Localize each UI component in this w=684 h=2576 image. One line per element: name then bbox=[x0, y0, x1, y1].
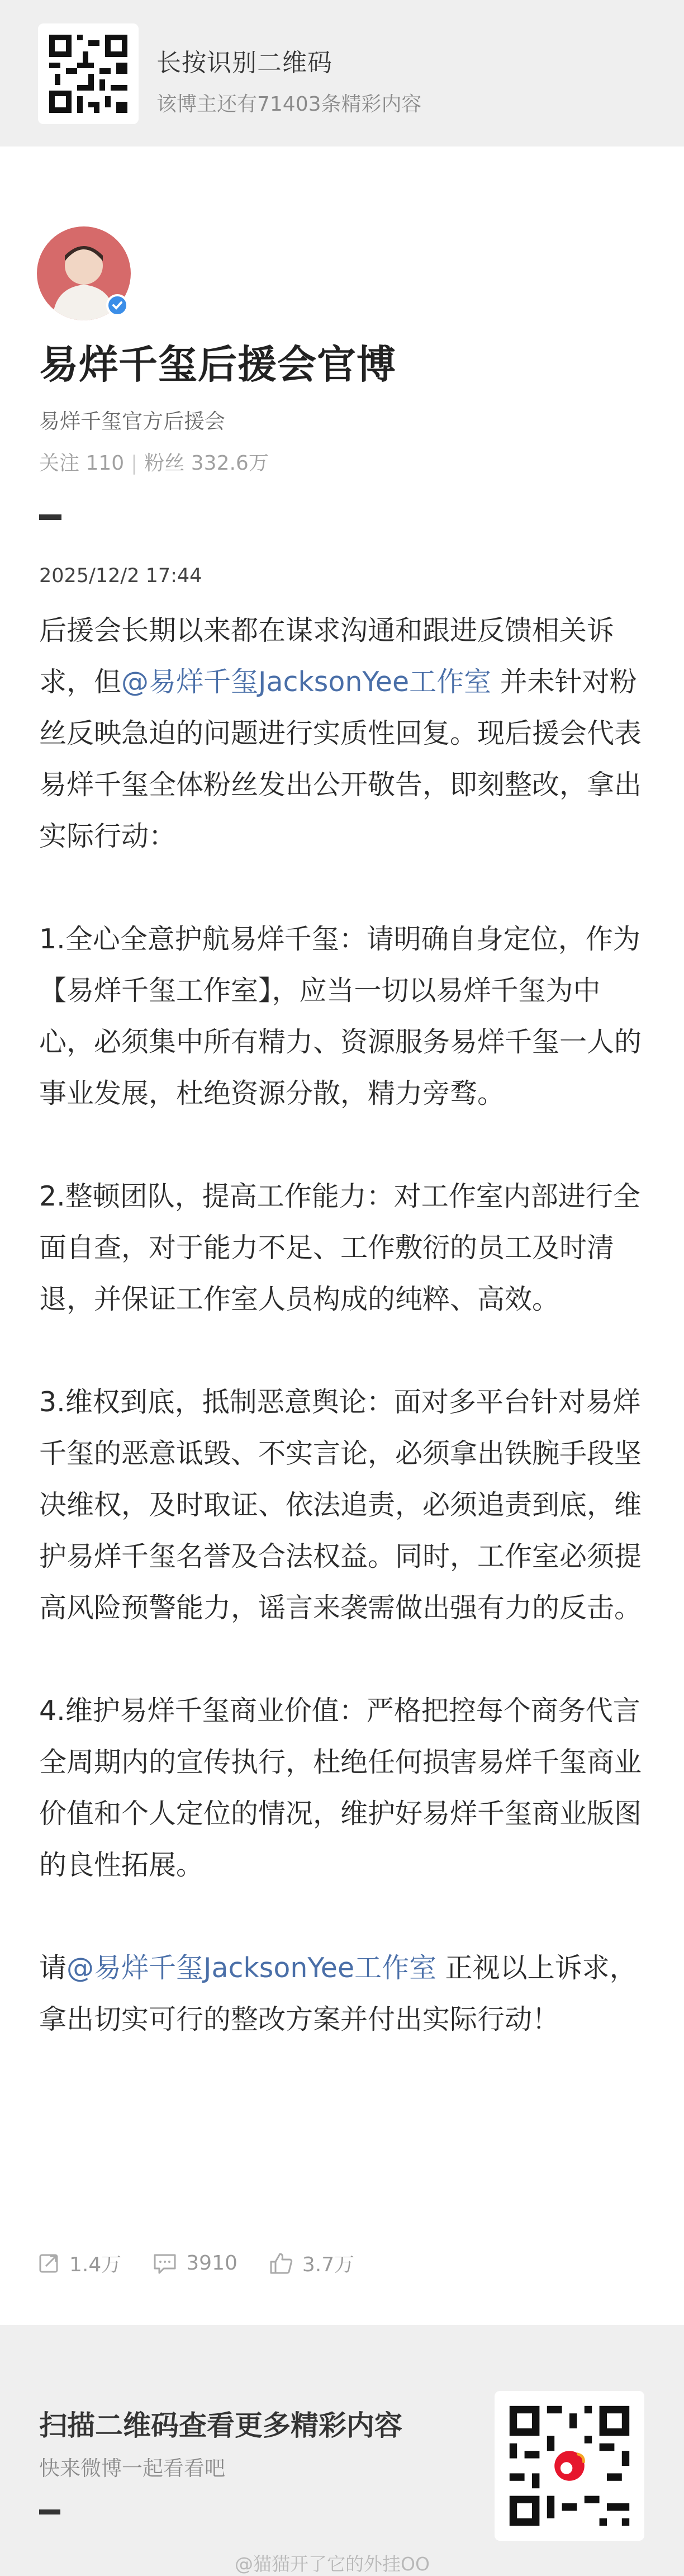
post-paragraph-1: 1.全心全意护航易烊千玺：请明确自身定位，作为【易烊千玺工作室】，应当一切以易烊千玺为中心，必须集中所有精力、资源服务易烊千玺一人的事业发展，杜绝资源分散，精力旁骛。 bbox=[39, 923, 642, 1109]
post-text: 请 bbox=[39, 1952, 67, 1984]
like-count: 3.7万 bbox=[302, 2253, 355, 2276]
mention-link[interactable]: @易烊千玺JacksonYee工作室 bbox=[66, 1952, 437, 1984]
post-paragraph-closing bbox=[39, 1942, 648, 2045]
watermark-credit: @猫猫开了它的外挂OO bbox=[235, 2553, 430, 2575]
stats-separator: | bbox=[131, 452, 138, 475]
post-text: 并未针对粉丝反映急迫的问题进行实质性回复。现后援会代表易烊千玺全体粉丝发出公开敬告，即刻整改，拿出实际行动： bbox=[39, 666, 642, 852]
divider-mark bbox=[39, 2509, 60, 2514]
qr-code-icon[interactable] bbox=[38, 23, 139, 124]
like-button[interactable] bbox=[268, 2249, 354, 2277]
bottom-qr-banner bbox=[0, 2325, 684, 2576]
following-count[interactable]: 关注 110 bbox=[39, 452, 125, 475]
account-name[interactable]: 易烊千玺后援会官博 bbox=[39, 342, 396, 387]
qr-code-icon[interactable] bbox=[495, 2391, 644, 2541]
comment-icon bbox=[151, 2251, 178, 2275]
post-paragraph-2: 2.整顿团队，提高工作能力：对工作室内部进行全面自查，对于能力不足、工作敷衍的员工及时清退，并保证工作室人员构成的纯粹、高效。 bbox=[39, 1180, 640, 1315]
account-description: 易烊千玺官方后援会 bbox=[39, 409, 225, 433]
post-paragraph-4: 4.维护易烊千玺商业价值：严格把控每个商务代言全周期内的宣传执行，杜绝任何损害易烊千玺商业价值和个人定位的情况，维护好易烊千玺商业版图的良性拓展。 bbox=[39, 1695, 642, 1881]
verified-badge-icon bbox=[106, 294, 129, 316]
divider-mark bbox=[39, 514, 61, 520]
top-banner-subtitle: 该博主还有71403条精彩内容 bbox=[156, 93, 422, 116]
thumbs-up-icon bbox=[268, 2251, 294, 2275]
repost-icon bbox=[37, 2251, 61, 2275]
bottom-banner-subtitle: 快来微博一起看看吧 bbox=[39, 2456, 225, 2480]
post-text: 后援会长期以来都在谋求沟通和跟进反馈相关诉求，但 bbox=[39, 615, 615, 698]
repost-button[interactable] bbox=[37, 2249, 121, 2277]
top-qr-banner bbox=[0, 0, 684, 146]
followers-count[interactable]: 粉丝 332.6万 bbox=[144, 452, 269, 475]
bottom-banner-title: 扫描二维码查看更多精彩内容 bbox=[39, 2409, 402, 2442]
post-paragraph-intro bbox=[39, 605, 648, 862]
account-stats bbox=[39, 447, 269, 476]
post-content bbox=[39, 605, 648, 2045]
comment-button[interactable] bbox=[151, 2251, 238, 2275]
comment-count: 3910 bbox=[186, 2251, 238, 2275]
post-text: 正视以上诉求，拿出切实可行的整改方案并付出实际行动！ bbox=[39, 1952, 637, 2035]
post-paragraph-3: 3.维权到底，抵制恶意舆论：面对多平台针对易烊千玺的恶意诋毁、不实言论，必须拿出铁腕手段坚决维权，及时取证、依法追责，必须追责到底，维护易烊千玺名誉及合法权益。同时，工作室必须提高风险预警能力，谣言来袭需做出强有力的反击。 bbox=[39, 1386, 642, 1624]
mention-link[interactable]: @易烊千玺JacksonYee工作室 bbox=[121, 666, 492, 698]
post-action-bar bbox=[37, 2243, 384, 2282]
top-banner-title: 长按识别二维码 bbox=[156, 49, 332, 77]
repost-count: 1.4万 bbox=[69, 2253, 122, 2276]
post-timestamp: 2025/12/2 17:44 bbox=[39, 565, 202, 587]
